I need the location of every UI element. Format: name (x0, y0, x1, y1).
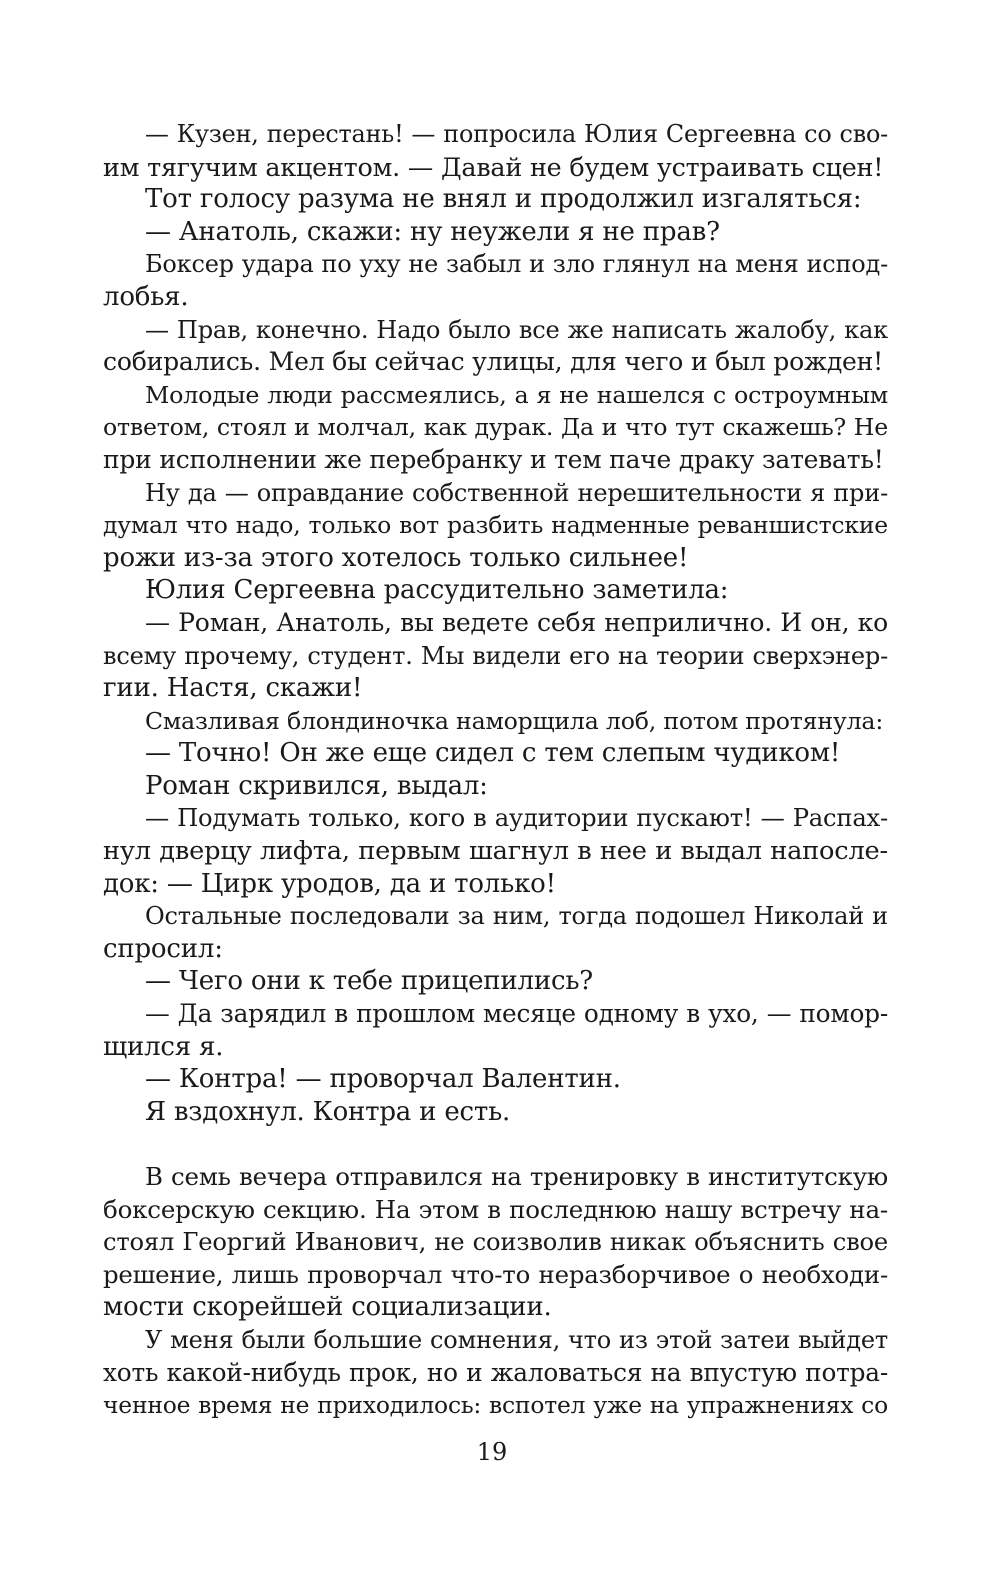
text-line: при исполнении же перебранку и тем паче драку затевать! (103, 444, 884, 474)
page-body-text (103, 118, 888, 1422)
text-line: Ну да — оправдание собственной нерешительности я при- (145, 478, 888, 507)
section-break (103, 1128, 888, 1161)
text-line: лобья. (103, 281, 189, 312)
text-line: мости скорейшей социализации. (103, 1292, 552, 1323)
text-line: всему прочему, студент. Мы видели его на теории сверхэнер- (103, 641, 888, 670)
text-line: ответом, стоял и молчал, как дурак. Да и что тут скажешь? Не (103, 413, 888, 442)
text-line: — Анатоль, скажи: ну неужели я не прав? (145, 216, 720, 247)
text-line: док: — Цирк уродов, да и только! (103, 868, 556, 899)
text-line: — Контра! — проворчал Валентин. (145, 1064, 621, 1095)
text-line: Тот голосу разума не внял и продолжил изгаляться: (145, 184, 862, 215)
text-line: — Чего они к тебе прицепились? (145, 966, 594, 997)
text-line: — Прав, конечно. Надо было все же написать жалобу, как (145, 315, 888, 344)
text-line: боксерскую секцию. На этом в последнюю нашу встречу на- (103, 1194, 888, 1224)
text-line: — Точно! Он же еще сидел с тем слепым чудиком! (145, 738, 841, 769)
text-line: — Роман, Анатоль, вы ведете себя неприлично. И он, ко (145, 607, 888, 637)
text-line: рожи из-за этого хотелось только сильнее! (103, 542, 689, 573)
text-line: — Кузен, перестань! — попросила Юлия Сергеевна со сво- (145, 120, 888, 148)
text-line: собирались. Мел бы сейчас улицы, для чего и был рожден! (103, 347, 884, 377)
text-line: хоть какой-нибудь прок, но и жаловаться на впустую потра- (103, 1357, 888, 1387)
text-line: Молодые люди рассмеялись, а я не нашелся с остроумным (145, 380, 888, 409)
text-line: ченное время не приходилось: вспотел уже на упражнениях со (103, 1391, 888, 1420)
text-line: — Подумать только, кого в аудитории пускают! — Распах- (145, 804, 888, 833)
text-line: — Да зарядил в прошлом месяце одному в ухо, — помор- (145, 999, 888, 1029)
text-line: Смазливая блондиночка наморщила лоб, потом протянула: (145, 706, 884, 735)
text-line: Боксер удара по уху не забыл и зло глянул на меня испод- (145, 250, 888, 279)
text-line: нул дверцу лифта, первым шагнул в нее и выдал напосле- (103, 836, 888, 867)
text-line: решение, лишь проворчал что-то неразборчивое о необходи- (103, 1259, 888, 1289)
text-line: спросил: (103, 933, 223, 964)
text-line: Роман скривился, выдал: (145, 770, 488, 801)
text-line: В семь вечера отправился на тренировку в институтскую (145, 1162, 888, 1191)
text-line: им тягучим акцентом. — Давай не будем устраивать сцен! (103, 151, 884, 182)
text-line: Остальные последовали за ним, тогда подошел Николай и (145, 902, 888, 931)
text-line: гии. Настя, скажи! (103, 673, 363, 704)
text-line: щился я. (103, 1031, 224, 1062)
text-line: думал что надо, только вот разбить надменные реваншистские (103, 511, 888, 540)
text-line: Я вздохнул. Контра и есть. (145, 1096, 511, 1127)
page-number: 19 (476, 1438, 508, 1466)
text-line: стоял Георгий Иванович, не соизволив никак объяснить свое (103, 1228, 888, 1257)
text-line: Юлия Сергеевна рассудительно заметила: (145, 575, 729, 606)
text-line: У меня были большие сомнения, что из этой затеи выйдет (145, 1325, 888, 1354)
